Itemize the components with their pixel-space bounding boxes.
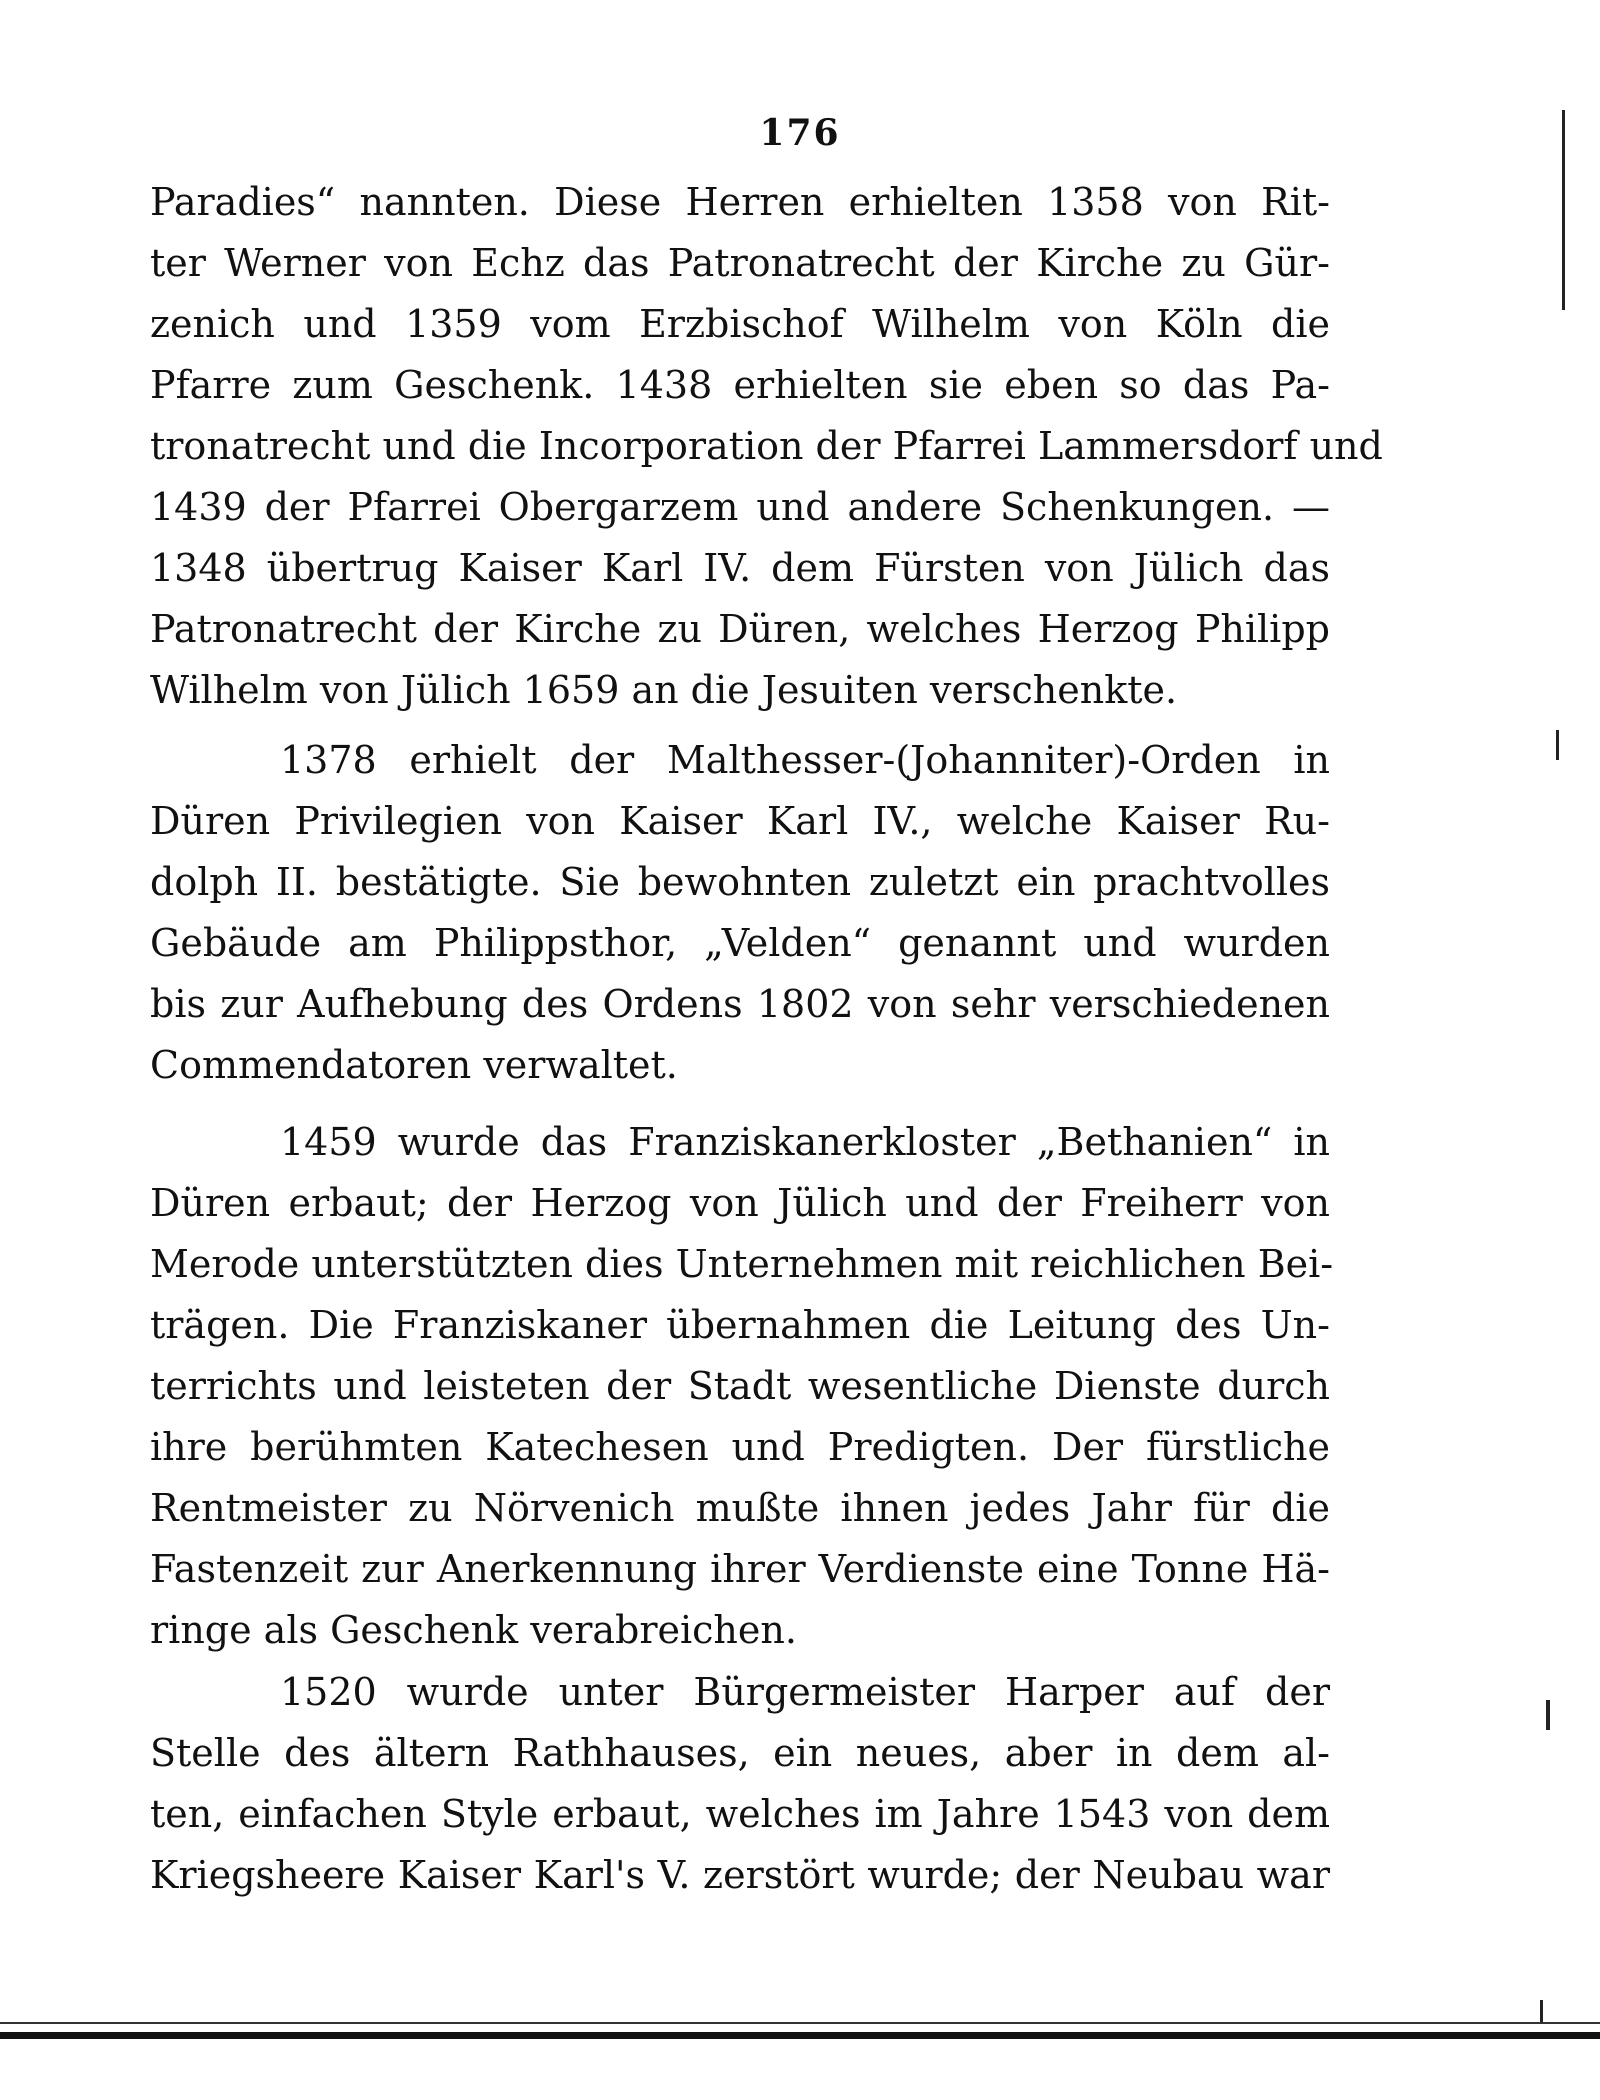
page-number: 176 <box>759 112 841 154</box>
text-line: Düren Privilegien von Kaiser Karl IV., welche Kaiser Ru- <box>150 799 1330 843</box>
scan-edge-mark <box>1562 110 1565 310</box>
text-line: ter Werner von Echz das Patronatrecht der Kirche zu Gür- <box>150 241 1330 285</box>
paragraph-4 <box>150 1662 1330 1906</box>
bottom-rule <box>0 2032 1600 2039</box>
text-line: Commendatoren verwaltet. <box>150 1043 678 1087</box>
scan-edge-mark <box>1540 2000 1543 2022</box>
text-line: Stelle des ältern Rathhauses, ein neues, aber in dem al- <box>150 1731 1330 1775</box>
text-line: Wilhelm von Jülich 1659 an die Jesuiten verschenkte. <box>150 668 1178 712</box>
text-line: 1378 erhielt der Malthesser-(Johanniter)-Orden in <box>280 738 1330 782</box>
text-line: Pfarre zum Geschenk. 1438 erhielten sie eben so das Pa- <box>150 363 1330 407</box>
paragraph-2 <box>150 730 1330 1096</box>
text-line: Kriegsheere Kaiser Karl's V. zerstört wurde; der Neubau war <box>150 1853 1330 1897</box>
scan-edge-mark <box>1556 730 1559 760</box>
text-line: zenich und 1359 vom Erzbischof Wilhelm von Köln die <box>150 302 1330 346</box>
text-line: Düren erbaut; der Herzog von Jülich und der Freiherr von <box>150 1181 1330 1225</box>
text-line: ten, einfachen Style erbaut, welches im Jahre 1543 von dem <box>150 1792 1330 1836</box>
text-line: trägen. Die Franziskaner übernahmen die Leitung des Un- <box>150 1303 1330 1347</box>
text-line: bis zur Aufhebung des Ordens 1802 von sehr verschiedenen <box>150 982 1330 1026</box>
text-line: Patronatrecht der Kirche zu Düren, welches Herzog Philipp <box>150 607 1330 651</box>
text-line: dolph II. bestätigte. Sie bewohnten zuletzt ein prachtvolles <box>150 860 1330 904</box>
paragraph-1 <box>150 172 1383 721</box>
text-line: ringe als Geschenk verabreichen. <box>150 1608 797 1652</box>
text-line: 1520 wurde unter Bürgermeister Harper auf der <box>280 1670 1330 1714</box>
text-line: Paradies“ nannten. Diese Herren erhielten 1358 von Rit- <box>150 180 1330 224</box>
text-line: 1439 der Pfarrei Obergarzem und andere Schenkungen. — <box>150 485 1330 529</box>
text-line: Rentmeister zu Nörvenich mußte ihnen jedes Jahr für die <box>150 1486 1330 1530</box>
text-line: Gebäude am Philippsthor, „Velden“ genannt und wurden <box>150 921 1330 965</box>
scan-edge-mark <box>1546 1700 1550 1730</box>
text-line: ihre berühmten Katechesen und Predigten. Der fürstliche <box>150 1425 1330 1469</box>
text-line: 1348 übertrug Kaiser Karl IV. dem Fürsten von Jülich das <box>150 546 1330 590</box>
bottom-rule <box>0 2022 1600 2024</box>
text-line: Fastenzeit zur Anerkennung ihrer Verdienste eine Tonne Hä- <box>150 1547 1330 1591</box>
paragraph-3 <box>150 1112 1334 1661</box>
text-line: 1459 wurde das Franziskanerkloster „Bethanien“ in <box>280 1120 1330 1164</box>
text-line: tronatrecht und die Incorporation der Pfarrei Lammersdorf und <box>150 424 1383 468</box>
text-line: terrichts und leisteten der Stadt wesentliche Dienste durch <box>150 1364 1330 1408</box>
text-line: Merode unterstützten dies Unternehmen mit reichlichen Bei- <box>150 1242 1334 1286</box>
